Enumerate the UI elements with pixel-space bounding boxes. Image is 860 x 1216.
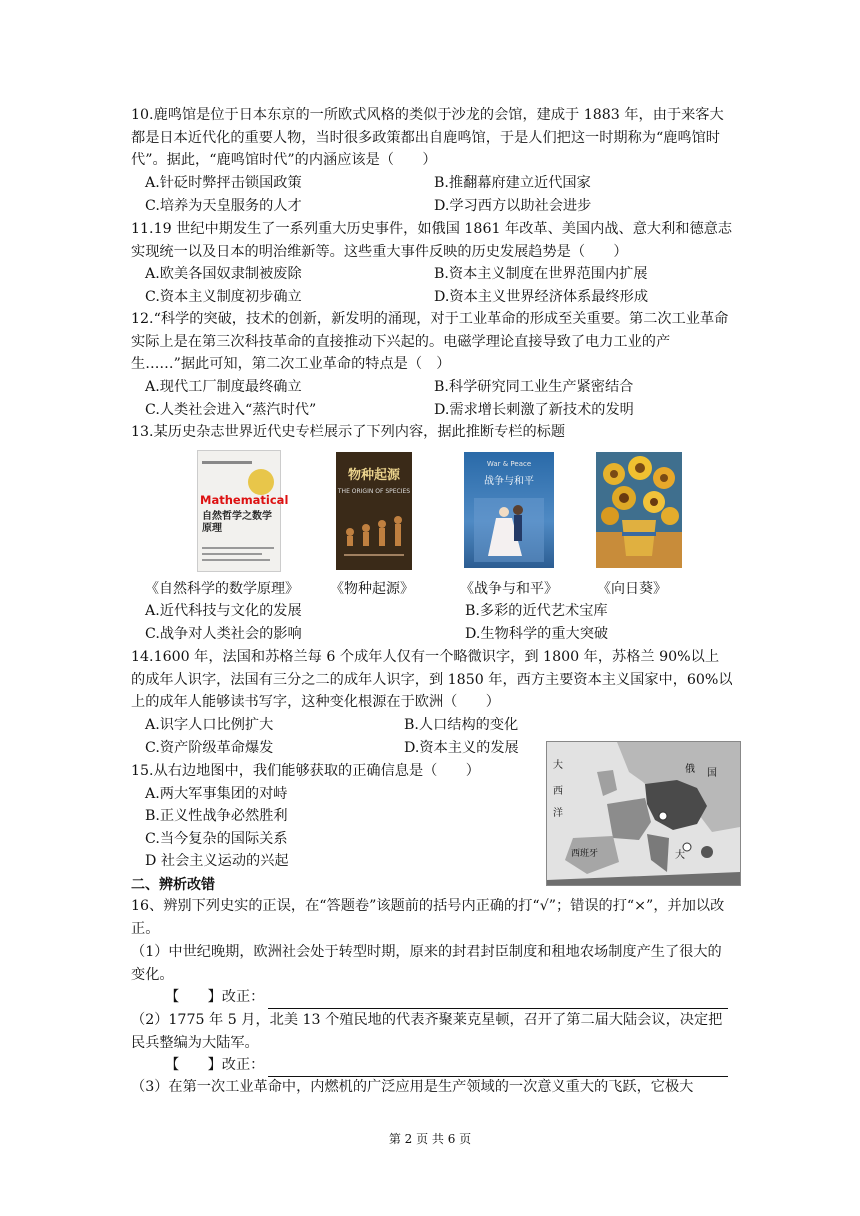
q14-option-d: D.资本主义的发展: [404, 740, 519, 756]
book-cover-origin-of-species: [336, 452, 412, 570]
bracket-label: 【 】改正：: [165, 989, 265, 1005]
map-label: 国: [707, 768, 717, 779]
q10-option-a: A.针砭时弊抨击锁国政策: [145, 175, 302, 191]
q11-option-b: B.资本主义制度在世界范围内扩展: [434, 266, 648, 282]
bracket-label: 【 】改正：: [165, 1057, 265, 1073]
q12-option-a: A.现代工厂制度最终确立: [145, 379, 302, 395]
caption-origin-of-species: 《物种起源》: [330, 581, 414, 597]
map-label: 洋: [553, 808, 563, 819]
caption-sunflowers: 《向日葵》: [597, 581, 667, 597]
q12-option-d: D.需求增长刺激了新技术的发明: [434, 402, 634, 418]
map-label: 俄: [685, 764, 695, 775]
q16-answer-line-2: [165, 1054, 728, 1077]
page-footer: 第 2 页 共 6 页: [388, 1132, 472, 1146]
q13-option-a: A.近代科技与文化的发展: [145, 603, 302, 619]
q15-option-c: C.当今复杂的国际关系: [145, 831, 288, 847]
book-cover-war-and-peace: [464, 452, 554, 568]
caption-war-and-peace: 《战争与和平》: [460, 581, 558, 597]
q10-option-d: D.学习西方以助社会进步: [434, 198, 592, 214]
q13-option-d: D.生物科学的重大突破: [465, 626, 609, 642]
q13-option-b: B.多彩的近代艺术宝库: [465, 603, 608, 619]
map-label: 西班牙: [571, 849, 599, 859]
q11-option-d: D.资本主义世界经济体系最终形成: [434, 289, 649, 305]
sunflowers-icon: [596, 452, 682, 568]
q15-option-b: B.正义性战争必然胜利: [145, 808, 288, 824]
europe-ww1-map: [546, 741, 741, 886]
book-cover-principia: [197, 450, 289, 572]
correction-blank[interactable]: [268, 1062, 728, 1077]
q10-option-c: C.培养为天皇服务的人才: [145, 198, 302, 214]
q11-option-c: C.资本主义制度初步确立: [145, 289, 302, 305]
q11-option-a: A.欧美各国奴隶制被废除: [145, 266, 302, 282]
book-cover-title: 战争与和平: [484, 476, 534, 487]
q10-stem: 10.鹿鸣馆是位于日本东京的一所欧式风格的类似于沙龙的会馆，建成于 1883 年，由于来客大都是日本近代化的重要人物，当时很多政策都出自鹿鸣馆，于是人们把这一时期称为“鹿鸣馆时代”。据此，“鹿鸣馆时代”的内涵应该是（ ）: [131, 107, 724, 169]
painting-sunflowers: [596, 452, 682, 568]
q15-option-a: A.两大军事集团的对峙: [145, 786, 288, 802]
dancers-illustration-icon: [474, 498, 544, 562]
map-label: 大: [675, 850, 685, 861]
evolution-icon: [342, 510, 406, 550]
q16-item-2: （2）1775 年 5 月，北美 13 个殖民地的代表齐聚莱克星顿，召开了第二届大陆会议，决定把民兵整编为大陆军。: [131, 1012, 723, 1051]
section-title: 二、辨析改错: [131, 877, 215, 893]
q16-item-1: （1）中世纪晚期，欧洲社会处于转型时期，原来的封君封臣制度和租地农场制度产生了很大的变化。: [131, 944, 722, 983]
q16-item-3: （3）在第一次工业革命中，内燃机的广泛应用是生产领域的一次意义重大的飞跃，它极大: [131, 1079, 694, 1095]
book-cover-subtitle: 自然哲学之数学原理: [202, 511, 272, 534]
q14-option-a: A.识字人口比例扩大: [145, 717, 274, 733]
q15-option-d: D 社会主义运动的兴起: [145, 853, 289, 869]
q16-answer-line-1: [165, 986, 728, 1009]
q14-option-b: B.人口结构的变化: [404, 717, 519, 733]
q12-stem: 12.“科学的突破，技术的创新，新发明的涌现，对于工业革命的形成至关重要。第二次工业革命实际上是在第三次科技革命的直接推动下兴起的。电磁学理论直接导致了电力工业的产生……”据此可知，第二次工业革命的特点是（ ）: [131, 311, 729, 373]
q15-stem: 15.从右边地图中，我们能够获取的正确信息是（ ）: [131, 763, 480, 779]
map-label: 大: [553, 760, 563, 771]
book-cover-subtitle: THE ORIGIN OF SPECIES: [337, 488, 411, 495]
q13-stem: 13.某历史杂志世界近代史专栏展示了下列内容，据此推断专栏的标题: [131, 424, 566, 440]
q14-option-c: C.资产阶级革命爆发: [145, 740, 274, 756]
q12-option-b: B.科学研究同工业生产紧密结合: [434, 379, 634, 395]
q13-option-c: C.战争对人类社会的影响: [145, 626, 302, 642]
q11-stem: 11.19 世纪中期发生了一系列重大历史事件，如俄国 1861 年改革、美国内战、意大利和德意志实现统一以及日本的明治维新等。这些重大事件反映的历史发展趋势是（ ）: [131, 221, 733, 260]
book-cover-title: 物种起源: [347, 468, 400, 483]
q12-option-c: C.人类社会进入“蒸汽时代”: [145, 402, 317, 418]
q14-stem: 14.1600 年，法国和苏格兰每 6 个成年人仅有一个略微识字，到 1800 年，苏格兰 90%以上的成年人识字，法国有三分之二的成年人识字，到 1850 年，西方主要资本主义国家中，60%以上的成年人能够读书写字，这种变化根源在于欧洲（ ）: [131, 649, 733, 711]
map-label: 西: [553, 786, 563, 797]
q16-stem: 16、辨别下列史实的正误，在“答题卷”该题前的括号内正确的打“√”；错误的打“×”，并加以改正。: [131, 898, 725, 937]
book-cover-subtitle: War & Peace: [486, 460, 532, 468]
caption-principia: 《自然科学的数学原理》: [145, 581, 299, 597]
correction-blank[interactable]: [268, 994, 728, 1009]
book-cover-title: Mathematical: [200, 493, 289, 507]
q10-option-b: B.推翻幕府建立近代国家: [434, 175, 591, 191]
